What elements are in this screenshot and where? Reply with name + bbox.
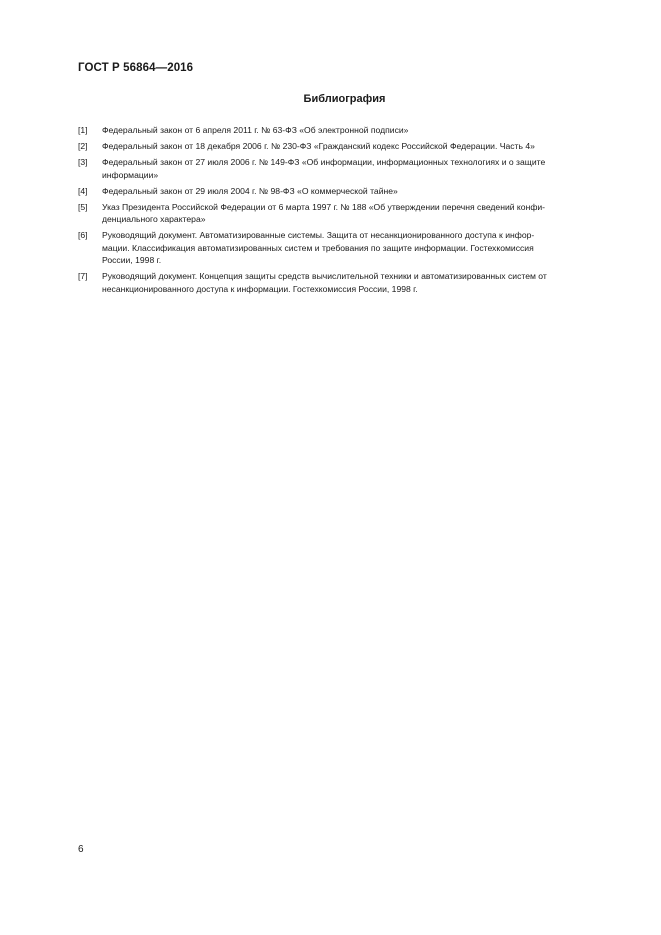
entry-text-line: информации» — [102, 169, 159, 180]
bibliography-entry — [78, 229, 618, 267]
bibliography-entry — [78, 270, 618, 295]
entry-text — [102, 185, 618, 198]
bibliography-entry — [78, 201, 618, 226]
entry-text-line: денциального характера» — [102, 214, 206, 224]
entry-text — [102, 270, 618, 295]
entry-number: [4] — [78, 185, 88, 196]
bibliography-list — [78, 124, 618, 299]
entry-text — [102, 229, 618, 267]
document-code: ГОСТ Р 56864—2016 — [78, 62, 194, 74]
entry-text-line: Федеральный закон от 18 декабря 2006 г. № 230-ФЗ «Гражданский кодекс Российской Федерации. Часть 4» — [102, 141, 535, 151]
entry-number: [6] — [78, 230, 88, 240]
entry-text-line: мации. Классификация автоматизированных систем и требования по защите информации. Гостехкомиссия — [102, 242, 534, 253]
bibliography-entry — [78, 140, 618, 153]
entry-text — [102, 124, 618, 137]
entry-text-line: Руководящий документ. Автоматизированные системы. Защита от несанкционированного доступа к инфор- — [102, 230, 535, 240]
entry-text — [102, 201, 618, 226]
entry-number: [2] — [78, 141, 88, 151]
entry-number: [3] — [78, 157, 88, 167]
entry-text-line: Федеральный закон от 6 апреля 2011 г. № 63-ФЗ «Об электронной подписи» — [102, 125, 409, 135]
entry-text-line: Указ Президента Российской Федерации от 6 марта 1997 г. № 188 «Об утверждении перечня сведений конфи- — [102, 201, 546, 212]
entry-number: [5] — [78, 201, 88, 212]
entry-text-line: Федеральный закон от 27 июля 2006 г. № 149-ФЗ «Об информации, информационных технологиях и о защите — [102, 157, 546, 167]
section-title: Библиография — [303, 93, 386, 105]
entry-text-line: Федеральный закон от 29 июля 2004 г. № 98-ФЗ «О коммерческой тайне» — [102, 185, 398, 196]
page-number: 6 — [78, 844, 84, 855]
entry-number: [1] — [78, 125, 88, 135]
entry-number: [7] — [78, 271, 88, 281]
entry-text — [102, 140, 618, 153]
entry-text-line: России, 1998 г. — [102, 255, 162, 265]
entry-text-line: несанкционированного доступа к информации. Гостехкомиссия России, 1998 г. — [102, 283, 418, 294]
bibliography-entry — [78, 156, 618, 181]
entry-text-line: Руководящий документ. Концепция защиты средств вычислительной техники и автоматизированных систем от — [102, 271, 547, 281]
bibliography-entry — [78, 185, 618, 198]
entry-text — [102, 156, 618, 181]
bibliography-entry — [78, 124, 618, 137]
